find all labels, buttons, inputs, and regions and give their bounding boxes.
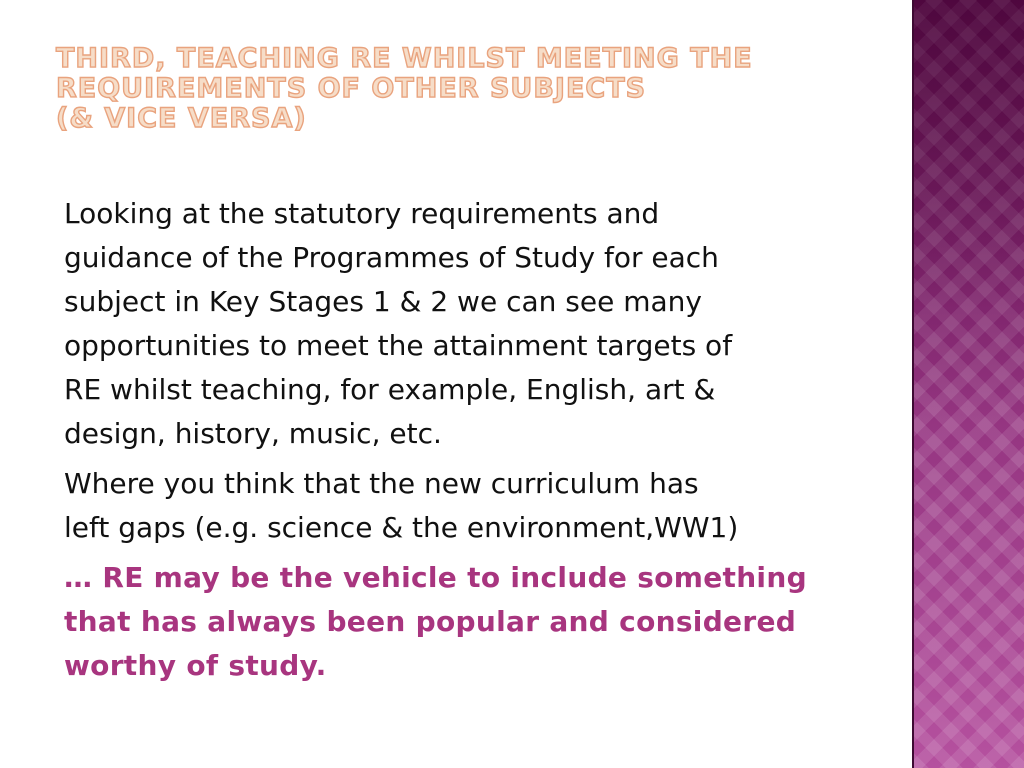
text-line: left gaps (e.g. science & the environment,WW1) (64, 511, 739, 544)
text-line: worthy of study. (64, 649, 327, 682)
text-line: subject in Key Stages 1 & 2 we can see many (64, 285, 702, 318)
text-line: Where you think that the new curriculum has (64, 467, 699, 500)
slide-title (56, 44, 896, 134)
text-line: guidance of the Programmes of Study for each (64, 241, 719, 274)
text-line: that has always been popular and considered (64, 605, 797, 638)
paragraph-statutory-requirements (64, 192, 884, 456)
paragraph-curriculum-gaps (64, 462, 884, 550)
slide-body (64, 192, 884, 694)
text-line: RE whilst teaching, for example, English, art & (64, 373, 716, 406)
paragraph-re-vehicle (64, 556, 884, 688)
title-line-3: (& VICE VERSA) (56, 103, 307, 134)
text-line: … RE may be the vehicle to include something (64, 561, 807, 594)
side-band-divider (912, 0, 914, 768)
text-line: design, history, music, etc. (64, 417, 442, 450)
text-line: opportunities to meet the attainment targets of (64, 329, 733, 362)
title-line-2: REQUIREMENTS OF OTHER SUBJECTS (56, 73, 647, 104)
title-line-1: THIRD, TEACHING RE WHILST MEETING THE (56, 43, 753, 74)
decorative-side-band (912, 0, 1024, 768)
text-line: Looking at the statutory requirements and (64, 197, 660, 230)
